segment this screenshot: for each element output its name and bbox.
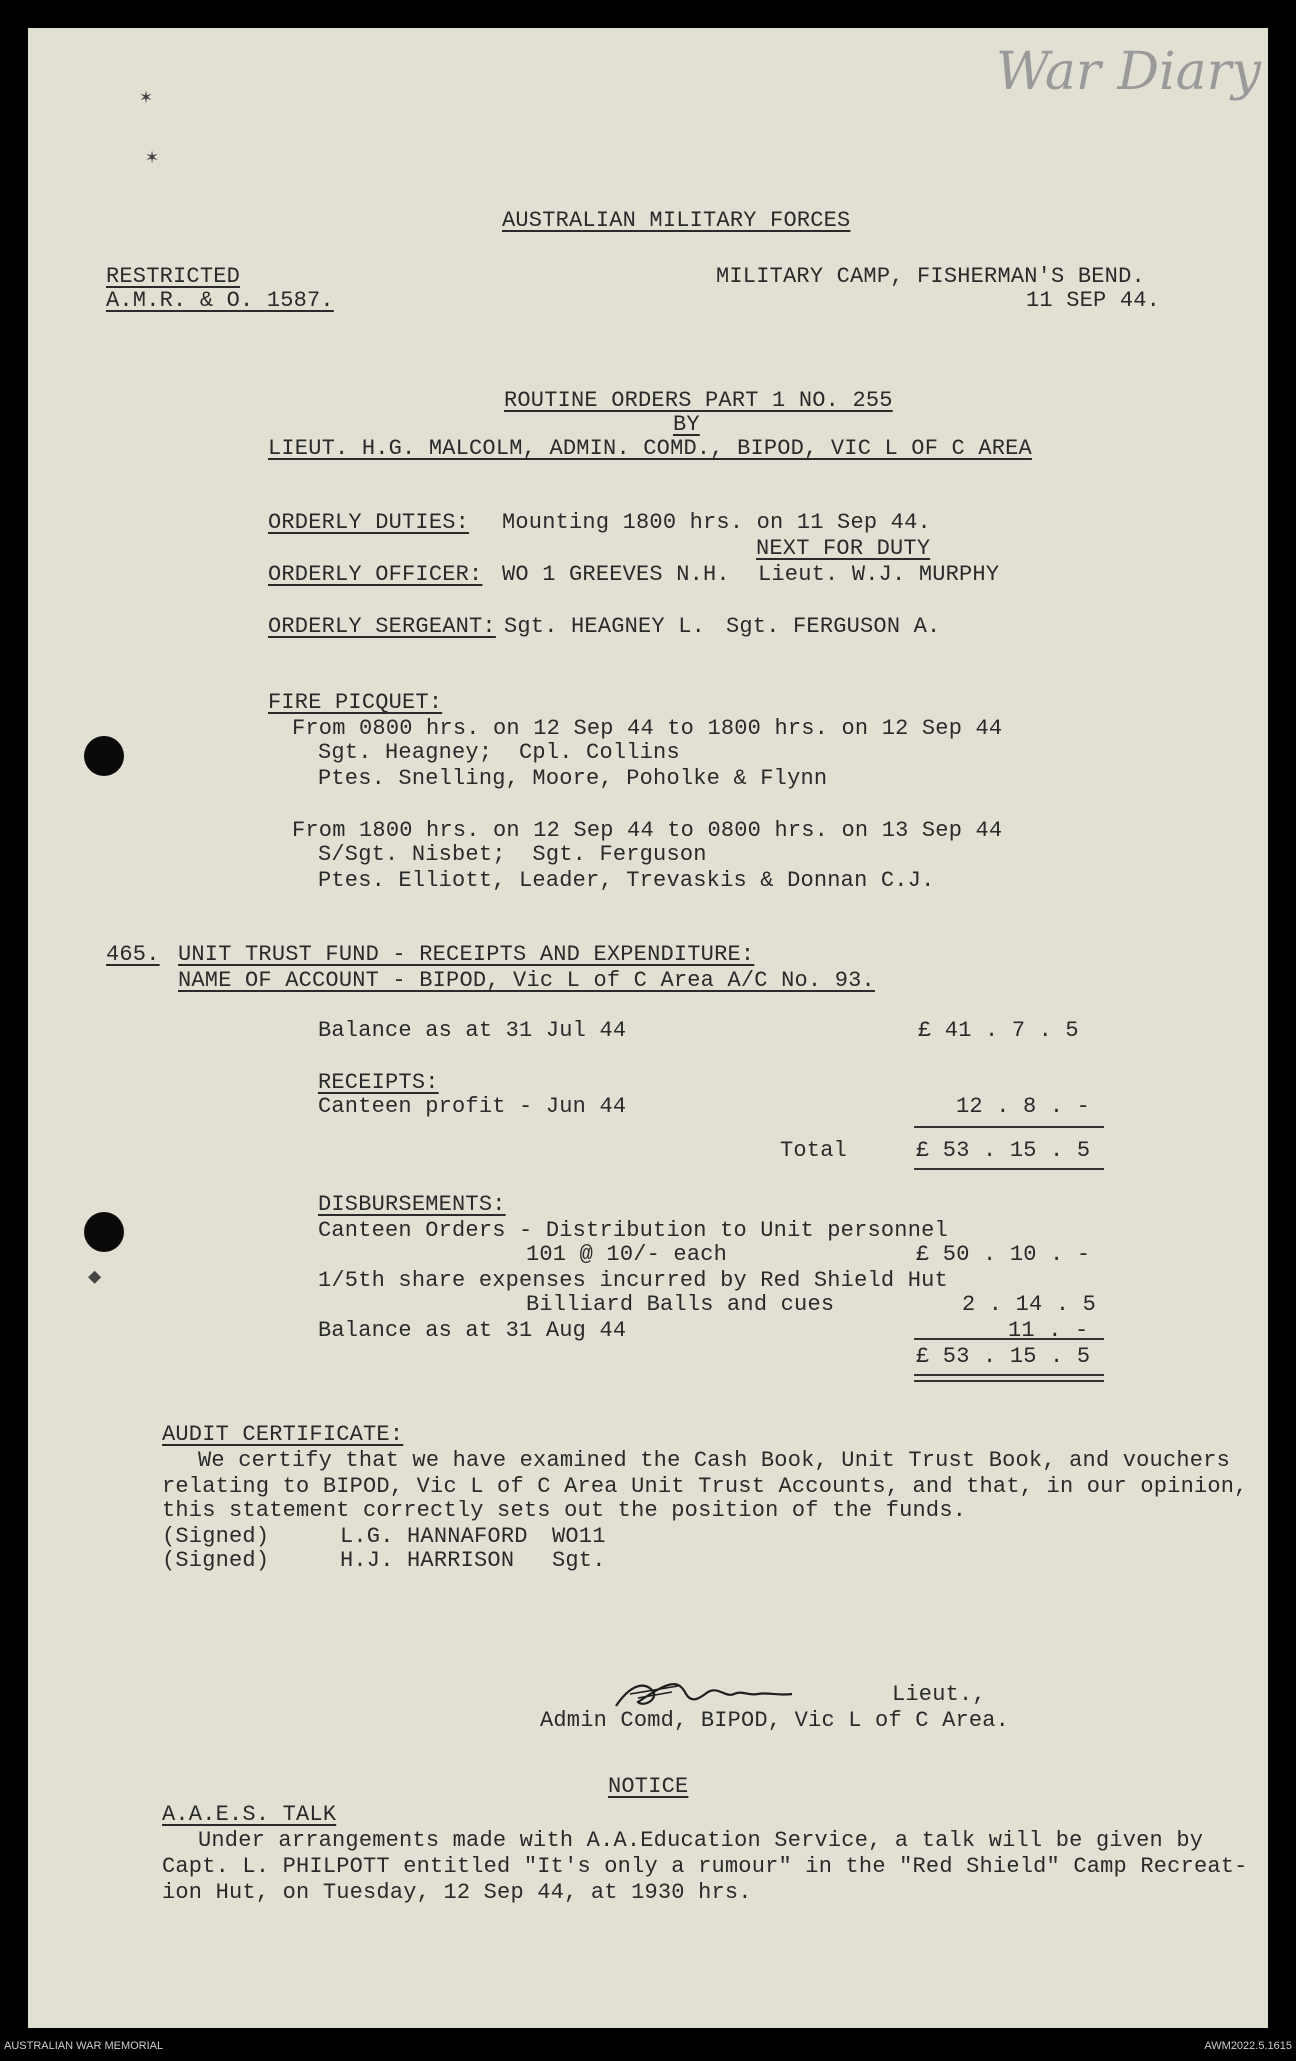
orderly-duties-mounting: Mounting 1800 hrs. on 11 Sep 44.: [502, 510, 931, 535]
fire-picquet-label: FIRE PICQUET:: [268, 690, 443, 715]
notice-title: NOTICE: [608, 1774, 689, 1799]
signatory-appointment: Admin Comd, BIPOD, Vic L of C Area.: [540, 1708, 1010, 1733]
item-number: 465.: [106, 942, 160, 967]
disbursement-1-line1: Canteen Orders - Distribution to Unit personnel: [318, 1218, 948, 1243]
audit-rank-1: WO11: [552, 1524, 606, 1549]
grand-total-amount: £ 53 . 15 . 5: [916, 1344, 1091, 1369]
notice-subtitle: A.A.E.S. TALK: [162, 1802, 337, 1827]
orderly-officer-next: Lieut. W.J. MURPHY: [758, 562, 1000, 587]
disbursement-1-line2: 101 @ 10/- each: [526, 1242, 728, 1267]
grand-total-rule-bottom-2: [914, 1380, 1104, 1382]
total-rule-top: [914, 1126, 1104, 1128]
total-label: Total: [780, 1138, 848, 1163]
closing-balance-amount: 11 . -: [1008, 1318, 1089, 1343]
fire-picquet-1-ptes: Ptes. Snelling, Moore, Poholke & Flynn: [318, 766, 828, 791]
archive-reference: AWM2022.5.1615: [1204, 2040, 1292, 2052]
torn-mark-icon: ◆: [88, 1265, 102, 1290]
next-for-duty-heading: NEXT FOR DUTY: [756, 536, 931, 561]
canteen-profit-amount: 12 . 8 . -: [956, 1094, 1091, 1119]
archive-credit: AUSTRALIAN WAR MEMORIAL: [4, 2040, 164, 2052]
audit-certificate-label: AUDIT CERTIFICATE:: [162, 1422, 404, 1447]
punch-hole: [84, 1212, 124, 1252]
audit-line-3: this statement correctly sets out the position of the funds.: [162, 1498, 967, 1523]
trust-fund-account: NAME OF ACCOUNT - BIPOD, Vic L of C Area A/C No. 93.: [178, 968, 875, 993]
fire-picquet-1-time: From 0800 hrs. on 12 Sep 44 to 1800 hrs. on 12 Sep 44: [292, 716, 1003, 741]
notice-line-3: ion Hut, on Tuesday, 12 Sep 44, at 1930 hrs.: [162, 1880, 752, 1905]
orderly-sergeant: Sgt. HEAGNEY L.: [504, 614, 706, 639]
orders-authority: LIEUT. H.G. MALCOLM, ADMIN. COMD., BIPOD, VIC L OF C AREA: [268, 436, 1032, 461]
audit-name-1: L.G. HANNAFORD: [340, 1524, 528, 1549]
total-rule-bottom: [914, 1168, 1104, 1170]
opening-balance-amount: £ 41 . 7 . 5: [918, 1018, 1079, 1043]
orders-title: ROUTINE ORDERS PART 1 NO. 255: [504, 388, 893, 413]
orderly-duties-label: ORDERLY DUTIES:: [268, 510, 470, 535]
canteen-profit-label: Canteen profit - Jun 44: [318, 1094, 627, 1119]
fire-picquet-2-time: From 1800 hrs. on 12 Sep 44 to 0800 hrs. on 13 Sep 44: [292, 818, 1003, 843]
audit-signed-1: (Signed): [162, 1524, 270, 1549]
pencil-annotation: War Diary: [996, 42, 1261, 102]
disbursement-2-line1: 1/5th share expenses incurred by Red Shield Hut: [318, 1268, 948, 1293]
audit-signed-2: (Signed): [162, 1548, 270, 1573]
orderly-sergeant-label: ORDERLY SERGEANT:: [268, 614, 496, 639]
grand-total-rule-top: [914, 1338, 1104, 1340]
audit-line-2: relating to BIPOD, Vic L of C Area Unit Trust Accounts, and that, in our opinion,: [162, 1474, 1248, 1499]
receipts-label: RECEIPTS:: [318, 1070, 439, 1095]
pin-mark-icon: ✶: [146, 147, 159, 170]
disbursement-2-amount: 2 . 14 . 5: [962, 1292, 1097, 1317]
punch-hole: [84, 736, 124, 776]
disbursement-1-amount: £ 50 . 10 . -: [916, 1242, 1091, 1267]
closing-balance-label: Balance as at 31 Aug 44: [318, 1318, 627, 1343]
fire-picquet-2-ptes: Ptes. Elliott, Leader, Trevaskis & Donnan C.J.: [318, 868, 935, 893]
grand-total-rule-bottom-1: [914, 1374, 1104, 1376]
trust-fund-title: UNIT TRUST FUND - RECEIPTS AND EXPENDITURE:: [178, 942, 755, 967]
document-page: [28, 28, 1268, 2028]
notice-line-2: Capt. L. PHILPOTT entitled "It's only a rumour" in the "Red Shield" Camp Recreat-: [162, 1854, 1248, 1879]
audit-name-2: H.J. HARRISON: [340, 1548, 515, 1573]
fire-picquet-1-ncos: Sgt. Heagney; Cpl. Collins: [318, 740, 680, 765]
audit-line-1: We certify that we have examined the Cash Book, Unit Trust Book, and vouchers: [198, 1448, 1230, 1473]
disbursements-label: DISBURSEMENTS:: [318, 1192, 506, 1217]
signatory-rank: Lieut.,: [892, 1682, 986, 1707]
notice-line-1: Under arrangements made with A.A.Education Service, a talk will be given by: [198, 1828, 1204, 1853]
total-amount: £ 53 . 15 . 5: [916, 1138, 1091, 1163]
amr-reference: A.M.R. & O. 1587.: [106, 288, 334, 313]
disbursement-2-line2: Billiard Balls and cues: [526, 1292, 835, 1317]
orderly-sergeant-next: Sgt. FERGUSON A.: [726, 614, 941, 639]
orders-by: BY: [673, 412, 700, 437]
opening-balance-label: Balance as at 31 Jul 44: [318, 1018, 627, 1043]
restricted-label: RESTRICTED: [106, 264, 241, 289]
order-date: 11 SEP 44.: [1026, 288, 1161, 313]
orderly-officer-label: ORDERLY OFFICER:: [268, 562, 483, 587]
fire-picquet-2-ncos: S/Sgt. Nisbet; Sgt. Ferguson: [318, 842, 707, 867]
document-title: AUSTRALIAN MILITARY FORCES: [502, 208, 851, 233]
orderly-officer: WO 1 GREEVES N.H.: [502, 562, 730, 587]
pin-mark-icon: ✶: [140, 87, 153, 110]
audit-rank-2: Sgt.: [552, 1548, 606, 1573]
camp-location: MILITARY CAMP, FISHERMAN'S BEND.: [716, 264, 1145, 289]
